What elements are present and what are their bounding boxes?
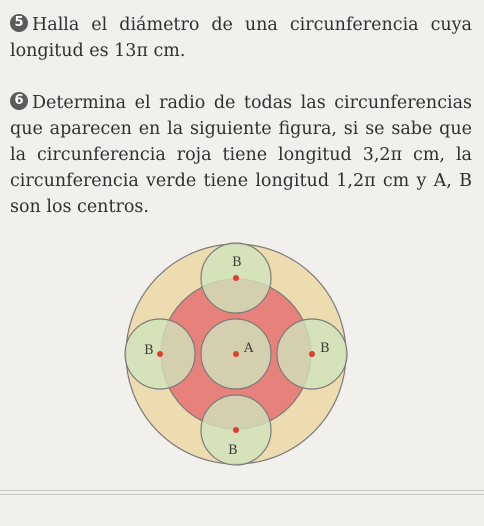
center-dot-top	[233, 275, 239, 281]
problem-number-badge: 5	[10, 14, 28, 32]
problem-5	[10, 12, 472, 64]
label-bottom: B	[228, 443, 238, 458]
label-top: B	[232, 255, 242, 270]
label-center: A	[244, 341, 254, 356]
label-left: B	[144, 343, 154, 358]
problem-number-badge: 6	[10, 92, 28, 110]
center-dot-right	[309, 351, 315, 357]
problem-6	[10, 90, 472, 220]
circles-figure	[118, 236, 354, 472]
problem-text: Halla el diámetro de una circunferencia cuya longitud es 13π cm.	[10, 15, 472, 61]
center-dot-bottom	[233, 427, 239, 433]
center-dot-left	[157, 351, 163, 357]
problem-text: Determina el radio de todas las circunferencias que aparecen en la siguiente figura, si se sabe que la circunferencia roja tiene longitud 3,2π cm, la circunferencia verde tiene longitud 1,2π cm y A, B son los centros.	[10, 93, 472, 217]
divider-line	[0, 490, 484, 491]
label-right: B	[320, 341, 330, 356]
center-dot-center	[233, 351, 239, 357]
divider-line	[0, 494, 484, 495]
